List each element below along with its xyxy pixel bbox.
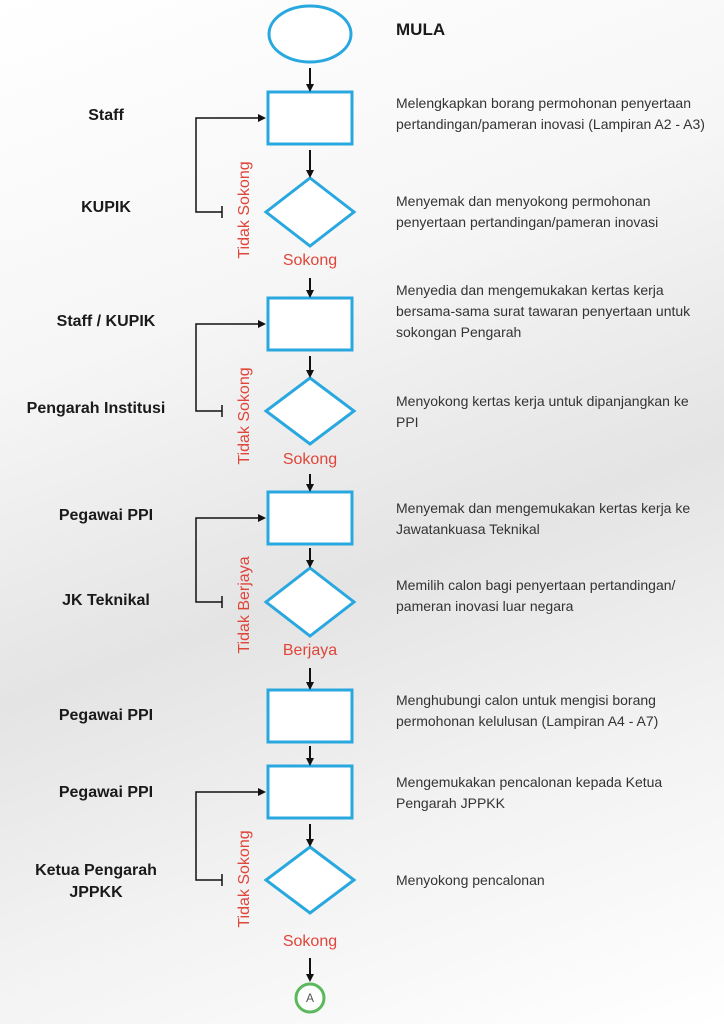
role-label: Staff <box>88 107 124 124</box>
step-description: Menyedia dan mengemukakan kertas kerja bersama-sama surat tawaran penyertaan untuk sokongan Pengarah <box>396 282 691 340</box>
decision-no-label: Tidak Sokong <box>236 830 253 928</box>
process-box-staff <box>268 92 352 144</box>
role-label: Pegawai PPI <box>58 707 154 724</box>
process-box-pegawai-ppi-3 <box>268 766 352 818</box>
step-description: Mengemukakan pencalonan kepada Ketua Pengarah JPPKK <box>396 774 663 811</box>
process-box-staff-kupik <box>268 298 352 350</box>
start-label: MULA <box>396 20 446 39</box>
decision-no-label: Tidak Sokong <box>236 367 253 465</box>
step-description: Melengkapkan borang permohonan penyertaan pertandingan/pameran inovasi (Lampiran A2 - A3) <box>396 95 705 132</box>
role-label: Pegawai PPI <box>58 784 154 801</box>
start-terminator <box>269 6 351 62</box>
connector-label: A <box>305 991 314 1005</box>
process-box-pegawai-ppi-2 <box>268 690 352 742</box>
decision-yes-label: Berjaya <box>282 642 338 659</box>
step-description: Menyemak dan menyokong permohonan penyertaan pertandingan/pameran inovasi <box>396 193 659 230</box>
decision-yes-label: Sokong <box>282 252 338 269</box>
decision-diamond-jk-teknikal <box>266 568 354 636</box>
role-label: Staff / KUPIK <box>56 313 156 330</box>
decision-diamond-ketua-pengarah <box>266 847 354 913</box>
step-description: Menyemak dan mengemukakan kertas kerja ke Jawatankuasa Teknikal <box>396 500 691 537</box>
role-label: Ketua Pengarah JPPKK <box>35 862 157 901</box>
step-description: Menyokong pencalonan <box>396 872 545 888</box>
role-label: KUPIK <box>81 199 131 216</box>
process-box-pegawai-ppi-1 <box>268 492 352 544</box>
role-label: Pegawai PPI <box>58 507 154 524</box>
role-label: JK Teknikal <box>62 592 150 609</box>
role-label: Pengarah Institusi <box>26 400 166 417</box>
step-description: Menghubungi calon untuk mengisi borang permohonan kelulusan (Lampiran A4 - A7) <box>396 692 659 729</box>
step-description: Memilih calon bagi penyertaan pertandingan/ pameran inovasi luar negara <box>396 577 676 614</box>
decision-no-label: Tidak Berjaya <box>236 556 253 654</box>
decision-yes-label: Sokong <box>282 451 338 468</box>
decision-yes-label: Sokong <box>282 933 338 950</box>
decision-no-label: Tidak Sokong <box>236 161 253 259</box>
step-description: Menyokong kertas kerja untuk dipanjangkan ke PPI <box>396 393 689 430</box>
decision-diamond-pengarah <box>266 378 354 444</box>
decision-diamond-kupik <box>266 178 354 246</box>
